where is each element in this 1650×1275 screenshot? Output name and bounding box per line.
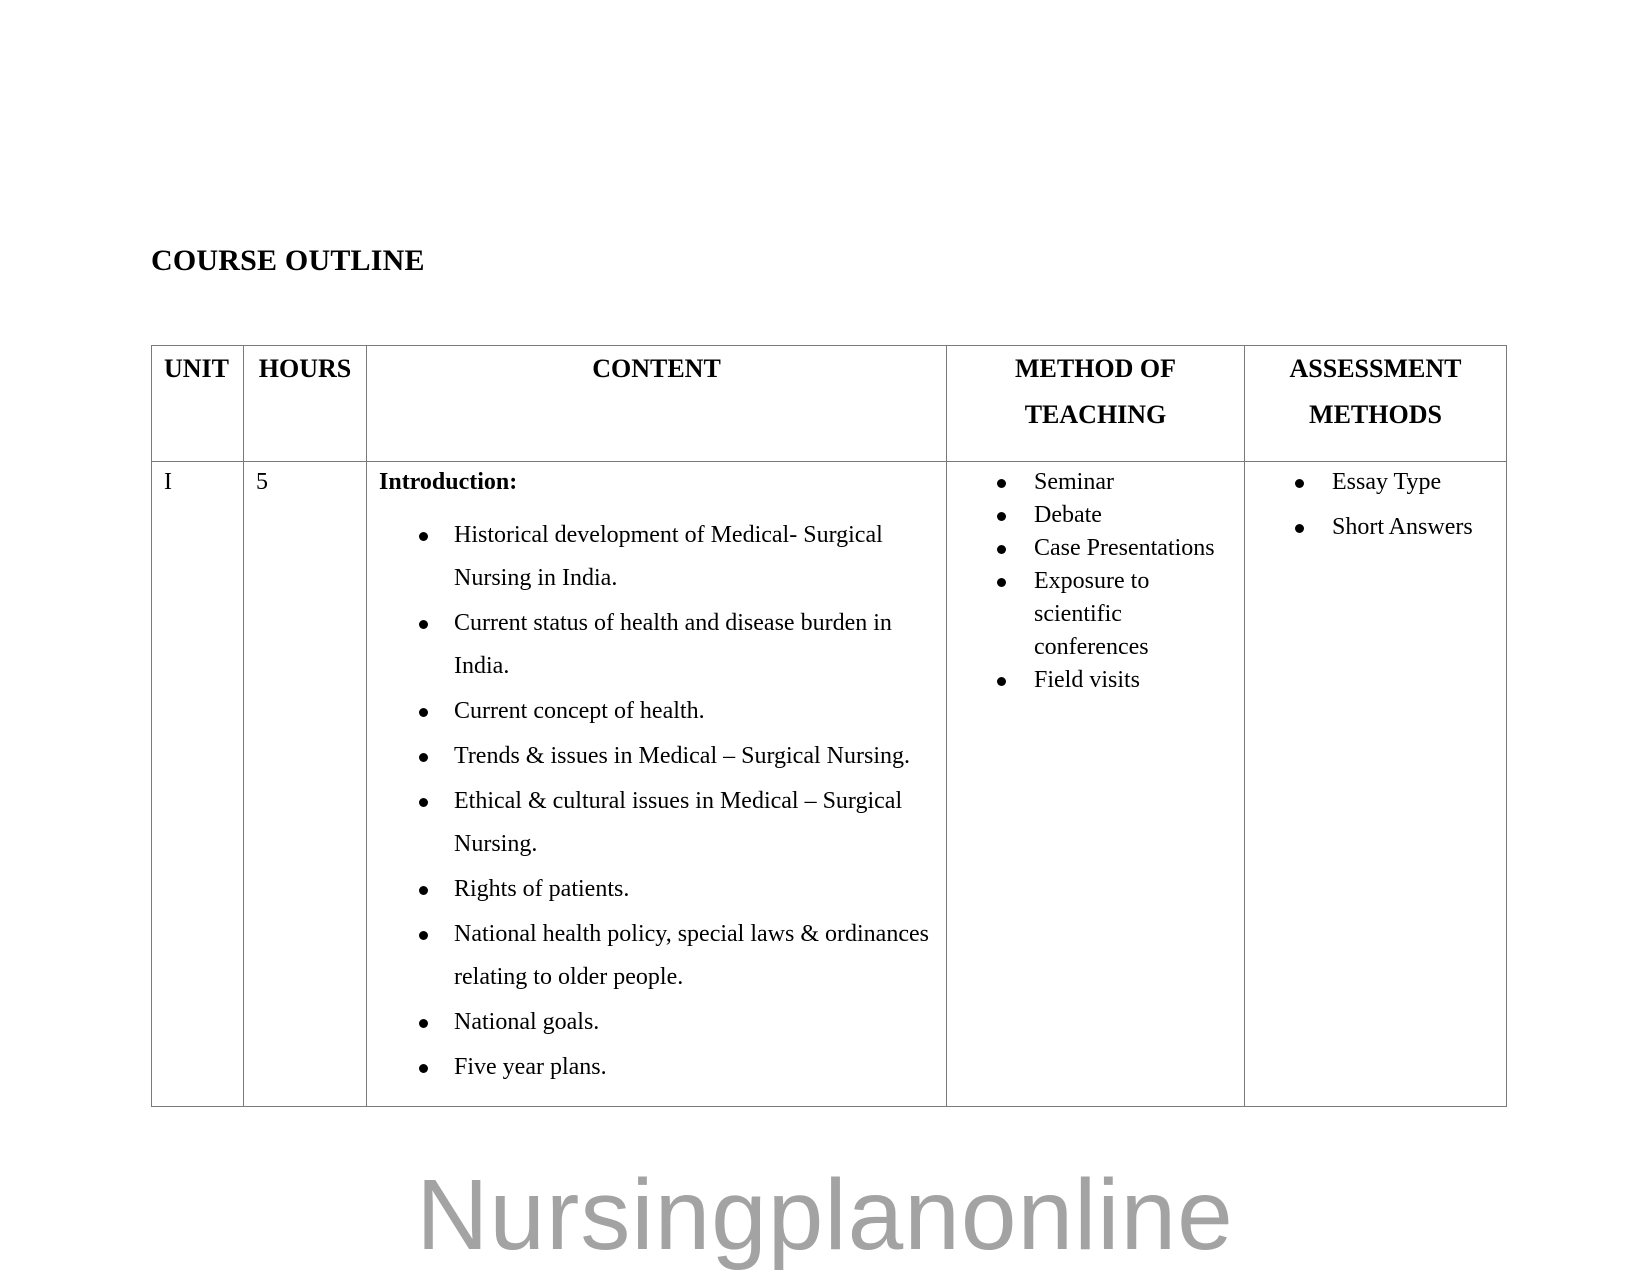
header-method-line2: TEACHING — [1024, 400, 1167, 429]
header-unit: UNIT — [152, 346, 244, 462]
list-item: Trends & issues in Medical – Surgical Nursing. — [379, 735, 936, 778]
list-item: Ethical & cultural issues in Medical – Surgical Nursing. — [379, 780, 936, 866]
list-item: Field visits — [947, 664, 1244, 697]
assessment-list — [1245, 462, 1506, 544]
list-item: Exposure to scientific conferences — [947, 565, 1244, 664]
header-assessment-methods — [1245, 346, 1507, 462]
content-heading: Introduction: — [379, 469, 518, 495]
course-outline-table — [151, 345, 1507, 1107]
table-header-row — [152, 346, 1507, 462]
list-item: Current status of health and disease burden in India. — [379, 602, 936, 688]
header-content: CONTENT — [367, 346, 947, 462]
content-cell — [367, 462, 947, 1107]
list-item: Debate — [947, 499, 1244, 532]
list-item: Historical development of Medical- Surgical Nursing in India. — [379, 514, 936, 600]
unit-cell — [152, 462, 244, 1107]
list-item: Five year plans. — [379, 1046, 936, 1089]
assessment-cell — [1245, 462, 1507, 1107]
method-list — [947, 462, 1244, 697]
page-title: COURSE OUTLINE — [151, 244, 425, 277]
hours-cell — [244, 462, 367, 1107]
list-item: Rights of patients. — [379, 868, 936, 911]
header-assessment-line1: ASSESSMENT — [1289, 354, 1462, 383]
content-list — [379, 514, 936, 1089]
unit-value: I — [164, 469, 172, 495]
table-row — [152, 462, 1507, 1107]
hours-value: 5 — [256, 469, 268, 495]
list-item: National health policy, special laws & ordinances relating to older people. — [379, 913, 936, 999]
header-method-line1: METHOD OF — [1014, 354, 1177, 383]
list-item: Short Answers — [1245, 511, 1506, 544]
header-assessment-line2: METHODS — [1309, 400, 1442, 429]
method-cell — [947, 462, 1245, 1107]
header-hours: HOURS — [244, 346, 367, 462]
watermark: Nursingplanonline — [416, 1159, 1234, 1271]
list-item: National goals. — [379, 1001, 936, 1044]
list-item: Seminar — [947, 466, 1244, 499]
list-item: Case Presentations — [947, 532, 1244, 565]
list-item: Current concept of health. — [379, 690, 936, 733]
header-method-of-teaching — [947, 346, 1245, 462]
list-item: Essay Type — [1245, 466, 1506, 499]
